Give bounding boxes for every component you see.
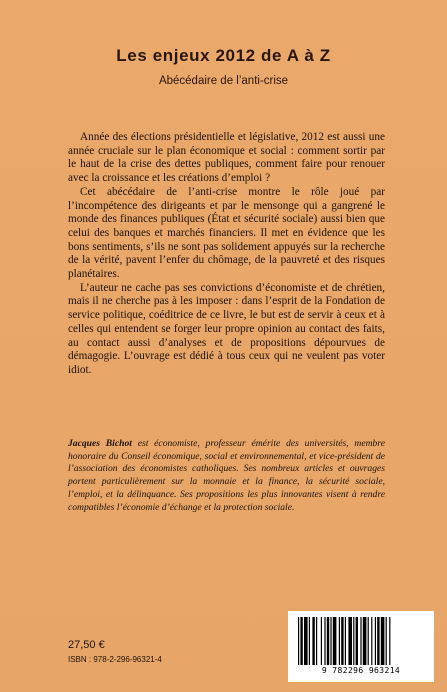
barcode-bar	[333, 617, 337, 665]
barcode-bar	[386, 617, 387, 665]
barcode-bar	[341, 617, 343, 665]
author-name: Jacques Bichot	[68, 438, 132, 449]
barcode-bar	[368, 617, 369, 665]
barcode-bar	[363, 617, 367, 665]
barcode	[288, 611, 434, 682]
barcode-bar	[316, 617, 317, 665]
author-bio-text: est économiste, professeur émérite des universités, membre honoraire du Conseil économique, social et environnemental, et vice-président de l’association des économistes catholiques. Ses nombreux articles et ouvrages portent particulièrement sur la monnaie et la finance, la sécurité sociale, l’emploi, et la délinquance. Ses propositions les plus innovantes visent à rendre compatibles l’économie d’échange et la protection sociale.	[68, 438, 385, 513]
barcode-bar	[312, 617, 314, 665]
isbn: ISBN : 978-2-296-96321-4	[68, 655, 162, 664]
blurb	[68, 131, 385, 378]
barcode-bar	[304, 617, 308, 665]
barcode-bar	[371, 617, 372, 665]
barcode-bar	[356, 617, 358, 665]
author-bio	[68, 438, 385, 514]
barcode-bar	[298, 617, 299, 665]
barcode-bar	[339, 617, 340, 665]
barcode-digits: 9 782296 963214	[321, 666, 401, 675]
barcode-bar	[389, 617, 390, 665]
barcode-bar	[381, 617, 385, 665]
price: 27,50 €	[68, 639, 105, 651]
blurb-paragraph-1: Année des élections présidentielle et législative, 2012 est aussi une année cruciale sur le plan économique et social : comment sortir par le haut de la crise des dettes publiques, comment faire pour renouer avec la croissance et les créations d’emploi ?	[68, 131, 385, 185]
barcode-bar	[309, 617, 310, 665]
book-subtitle: Abécédaire de l’anti-crise	[158, 75, 289, 87]
barcode-bar	[321, 617, 322, 665]
barcode-bar	[348, 617, 352, 665]
barcode-bar	[300, 617, 302, 665]
barcode-bars-icon	[298, 617, 424, 665]
barcode-bar	[377, 617, 379, 665]
barcode-bar	[327, 617, 329, 665]
blurb-paragraph-3: L’auteur ne cache pas ses convictions d’économiste et de chrétien, mais il ne cherche pas à les imposer : dans l’esprit de la Fondation de service politique, coéditrice de ce livre, le but est de servir à ceux et à celles qui entendent se forger leur propre opinion au contact des faits, au contact aussi d’analyses et de propositions dépourvues de démagogie. L’ouvrage est dédié à tous ceux qui ne veulent pas voter idiot.	[68, 281, 385, 376]
barcode-bar	[324, 617, 325, 665]
blurb-paragraph-2: Cet abécédaire de l’anti-crise montre le rôle joué par l’incompétence des dirigeants et par le mensonge qui a gangrené le monde des finances publiques (État et sécurité sociale) aussi bien que celui des banques et marchés financiers. Il met en évidence que les bons sentiments, s’ils ne sont pas solidement appuyés sur la recherche de la vérité, pavent l’enfer du chômage, de la pauvreté et des risques planétaires.	[68, 185, 385, 281]
book-title: Les enjeux 2012 de A à Z	[116, 46, 331, 65]
barcode-bar	[330, 617, 331, 665]
barcode-bar	[360, 617, 361, 665]
barcode-bar	[345, 617, 346, 665]
barcode-bar	[353, 617, 354, 665]
barcode-bar	[375, 617, 376, 665]
